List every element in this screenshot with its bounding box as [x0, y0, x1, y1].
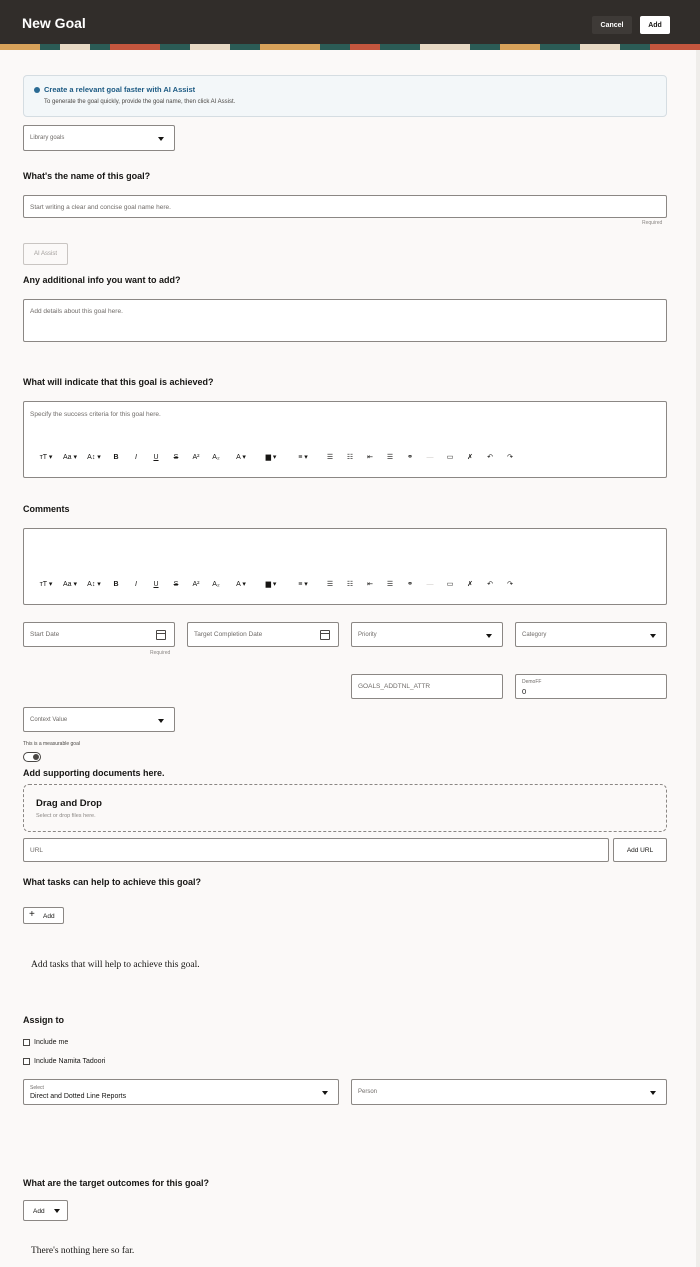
- italic-icon[interactable]: I: [135, 580, 137, 588]
- goal-name-heading: What's the name of this goal?: [23, 171, 151, 181]
- bold-icon[interactable]: B: [113, 453, 119, 461]
- chevron-down-icon: [158, 137, 164, 141]
- link-icon[interactable]: ⚭: [407, 454, 413, 461]
- additional-info-placeholder: Add details about this goal here.: [30, 308, 123, 315]
- info-icon: [34, 87, 40, 93]
- demoff-label: DemoFF: [522, 679, 542, 685]
- numbered-list-icon[interactable]: ☷: [346, 454, 354, 461]
- chevron-down-icon: [54, 1209, 60, 1213]
- plus-icon: +: [29, 909, 35, 920]
- documents-heading: Add supporting documents here.: [23, 768, 165, 778]
- highlight-color-icon[interactable]: ▆ ▾: [265, 454, 277, 461]
- priority-select[interactable]: [351, 622, 503, 647]
- library-goals-value: Library goals: [30, 135, 65, 141]
- cancel-button[interactable]: Cancel: [592, 16, 632, 34]
- font-family-icon[interactable]: Aa ▾: [62, 581, 78, 588]
- font-family-icon[interactable]: Aa ▾: [62, 454, 78, 461]
- decorative-banner: [0, 44, 700, 50]
- include-manager-label: Include Namita Tadoori: [34, 1058, 106, 1065]
- success-criteria-toolbar: [34, 453, 520, 461]
- redo-icon[interactable]: ↷: [507, 581, 513, 588]
- success-criteria-heading: What will indicate that this goal is achieved?: [23, 377, 214, 387]
- start-date-input[interactable]: [23, 622, 175, 647]
- bulleted-list-icon[interactable]: ☰: [326, 454, 334, 461]
- success-criteria-editor[interactable]: [23, 401, 667, 478]
- outdent-icon[interactable]: ⇤: [367, 581, 373, 588]
- ai-assist-info-banner: [23, 75, 667, 117]
- category-value: Category: [522, 632, 547, 638]
- page-title: New Goal: [22, 15, 86, 31]
- dropzone-subtitle: Select or drop files here.: [36, 813, 96, 819]
- reports-select[interactable]: [23, 1079, 339, 1105]
- calendar-icon[interactable]: [320, 630, 330, 640]
- include-me-checkbox[interactable]: [23, 1039, 68, 1046]
- target-completion-date-input[interactable]: [187, 622, 339, 647]
- ai-assist-info-title: Create a relevant goal faster with AI Assist: [44, 85, 196, 94]
- success-criteria-placeholder: Specify the success criteria for this goal here.: [30, 411, 161, 418]
- clear-formatting-icon[interactable]: ✗: [467, 454, 473, 461]
- person-placeholder: Person: [358, 1089, 378, 1095]
- add-task-label: Add: [43, 913, 55, 920]
- font-color-icon[interactable]: A ▾: [236, 581, 246, 588]
- start-date-placeholder: Start Date: [30, 631, 60, 638]
- goals-addtnl-attr-placeholder: GOALS_ADDTNL_ATTR: [358, 683, 431, 690]
- undo-icon[interactable]: ↶: [487, 581, 493, 588]
- comments-editor[interactable]: [23, 528, 667, 605]
- goals-addtnl-attr-input[interactable]: [351, 674, 503, 699]
- redo-icon[interactable]: ↷: [507, 454, 513, 461]
- font-size-icon[interactable]: тT ▾: [39, 581, 53, 588]
- add-outcome-button[interactable]: [23, 1200, 68, 1221]
- outcomes-heading: What are the target outcomes for this goal?: [23, 1178, 210, 1188]
- indent-icon[interactable]: ☰: [386, 454, 394, 461]
- target-completion-date-placeholder: Target Completion Date: [194, 631, 263, 638]
- chevron-down-icon: [322, 1091, 328, 1095]
- file-dropzone[interactable]: [23, 784, 667, 832]
- include-manager-checkbox[interactable]: [23, 1058, 105, 1065]
- underline-icon[interactable]: U: [153, 580, 159, 588]
- checkbox-icon[interactable]: [23, 1039, 30, 1046]
- measurable-goal-label: This is a measurable goal: [23, 741, 80, 747]
- font-size-icon[interactable]: тT ▾: [39, 454, 53, 461]
- priority-value: Priority: [358, 632, 377, 638]
- link-icon[interactable]: ⚭: [407, 581, 413, 588]
- bold-icon[interactable]: B: [113, 580, 119, 588]
- superscript-icon[interactable]: A²: [192, 453, 200, 461]
- library-goals-select[interactable]: [23, 125, 175, 151]
- numbered-list-icon[interactable]: ☷: [346, 581, 354, 588]
- tasks-empty-message: Add tasks that will help to achieve this goal.: [31, 960, 200, 970]
- insert-table-icon[interactable]: ▭: [446, 581, 454, 588]
- outcomes-empty-message: There's nothing here so far.: [31, 1246, 135, 1256]
- undo-icon[interactable]: ↶: [487, 454, 493, 461]
- highlight-color-icon[interactable]: ▆ ▾: [265, 581, 277, 588]
- person-select[interactable]: [351, 1079, 667, 1105]
- page-header: [0, 0, 700, 44]
- measurable-goal-toggle[interactable]: [23, 752, 41, 762]
- add-url-button[interactable]: Add URL: [613, 838, 667, 862]
- url-placeholder: URL: [30, 847, 44, 854]
- clear-formatting-icon[interactable]: ✗: [467, 581, 473, 588]
- strikethrough-icon[interactable]: S: [173, 453, 179, 461]
- checkbox-icon[interactable]: [23, 1058, 30, 1065]
- insert-table-icon[interactable]: ▭: [446, 454, 454, 461]
- goal-name-input[interactable]: [23, 195, 667, 218]
- additional-info-heading: Any additional info you want to add?: [23, 275, 181, 285]
- add-outcome-label: Add: [33, 1208, 45, 1215]
- font-color-icon[interactable]: A ▾: [236, 454, 246, 461]
- text-size-icon[interactable]: A↕ ▾: [87, 454, 101, 461]
- include-me-label: Include me: [34, 1039, 69, 1046]
- comments-toolbar: [34, 580, 520, 588]
- additional-info-textarea[interactable]: [23, 299, 667, 342]
- goal-name-placeholder: Start writing a clear and concise goal name here.: [30, 204, 171, 211]
- add-task-button[interactable]: [23, 907, 64, 924]
- align-icon[interactable]: ≡ ▾: [298, 581, 308, 588]
- superscript-icon[interactable]: A²: [192, 580, 200, 588]
- goal-name-required: Required: [642, 220, 663, 226]
- horizontal-rule-icon[interactable]: —: [426, 453, 434, 461]
- ai-assist-button[interactable]: AI Assist: [23, 243, 68, 265]
- dropzone-title: Drag and Drop: [36, 798, 102, 809]
- indent-icon[interactable]: ☰: [386, 581, 394, 588]
- subscript-icon[interactable]: A₂: [212, 580, 220, 588]
- strikethrough-icon[interactable]: S: [173, 580, 179, 588]
- outdent-icon[interactable]: ⇤: [367, 454, 373, 461]
- demoff-input[interactable]: [515, 674, 667, 699]
- italic-icon[interactable]: I: [135, 453, 137, 461]
- align-icon[interactable]: ≡ ▾: [298, 454, 308, 461]
- reports-select-value: Direct and Dotted Line Reports: [30, 1093, 127, 1100]
- add-button[interactable]: Add: [640, 16, 670, 34]
- bulleted-list-icon[interactable]: ☰: [326, 581, 334, 588]
- url-input[interactable]: [23, 838, 609, 862]
- subscript-icon[interactable]: A₂: [212, 453, 220, 461]
- context-value: Context Value: [30, 717, 68, 723]
- chevron-down-icon: [486, 634, 492, 638]
- assign-heading: Assign to: [23, 1015, 65, 1025]
- chevron-down-icon: [650, 634, 656, 638]
- horizontal-rule-icon[interactable]: —: [426, 580, 434, 588]
- start-date-required: Required: [150, 650, 171, 656]
- comments-heading: Comments: [23, 504, 70, 514]
- text-size-icon[interactable]: A↕ ▾: [87, 581, 101, 588]
- ai-assist-info-description: To generate the goal quickly, provide the goal name, then click AI Assist.: [44, 99, 236, 105]
- underline-icon[interactable]: U: [153, 453, 159, 461]
- context-value-select[interactable]: [23, 707, 175, 732]
- category-select[interactable]: [515, 622, 667, 647]
- reports-select-label: Select: [30, 1085, 44, 1091]
- chevron-down-icon: [650, 1091, 656, 1095]
- scrollbar[interactable]: [696, 50, 700, 1267]
- tasks-heading: What tasks can help to achieve this goal?: [23, 877, 202, 887]
- chevron-down-icon: [158, 719, 164, 723]
- demoff-value: 0: [522, 687, 527, 696]
- calendar-icon[interactable]: [156, 630, 166, 640]
